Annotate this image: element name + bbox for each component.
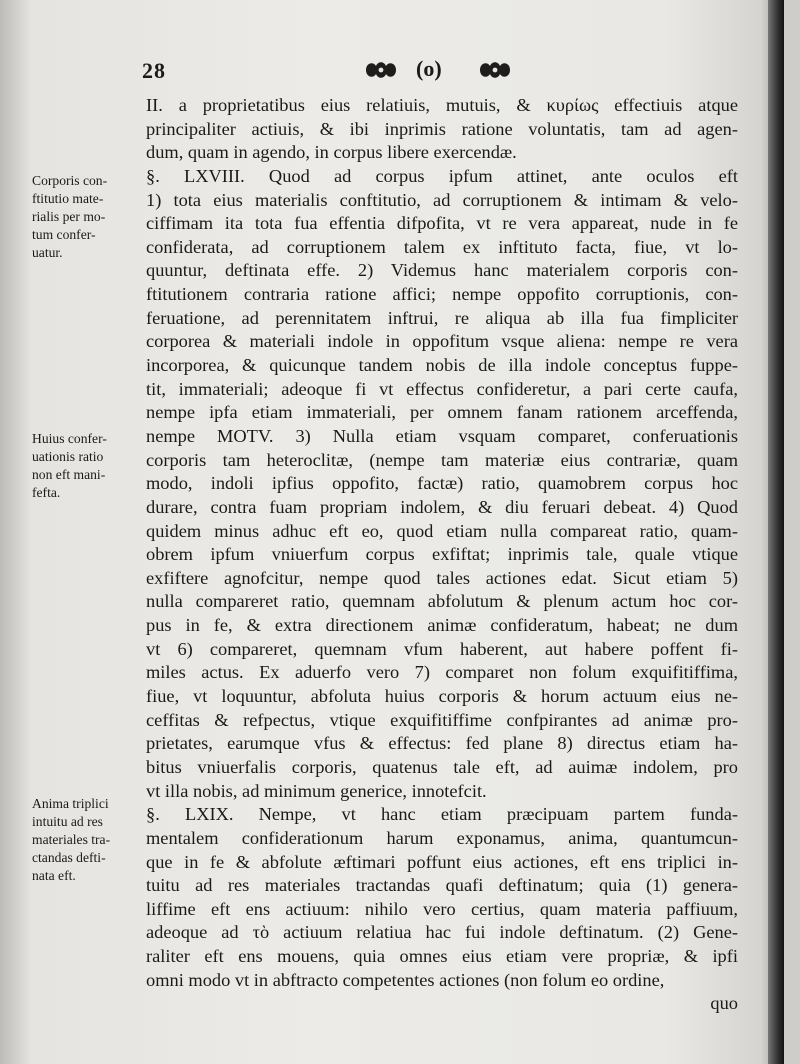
- text-line: ftitutionem contraria ratione affici; nempe oppofito corruptionis, con-: [146, 284, 738, 305]
- text-line: adeoque ad τὸ actiuum relatiua hac fui indole deftinatum. (2) Gene-: [146, 922, 738, 943]
- text-line: corporis tam heteroclitæ, (nempe tam materiæ eius contrariæ, quam: [146, 449, 738, 470]
- margin-note-line: ctandas defti-: [32, 850, 106, 865]
- text-line: obrem ipfum vniuerfum corpus exfiftat; inprimis tale, quale vtique: [146, 544, 738, 565]
- text-line: quo: [710, 993, 738, 1014]
- text-line: tuitu ad res materiales tractandas quafi deftinatum; quia (1) genera-: [146, 875, 738, 896]
- text-line: confiderata, ad corruptionem talem ex inftituto facta, fiue, vt lo-: [146, 236, 738, 257]
- text-line: pus in fe, & extra directionem animæ confideratum, habeat; ne dum: [146, 615, 738, 636]
- text-line: 1) tota eius materialis conftitutio, ad corruptionem & intimam & velo-: [146, 189, 738, 210]
- margin-note: [32, 172, 144, 262]
- text-line: modo, indoli ipfius oppofito, factæ) ratio, quamobrem corpus hoc: [146, 473, 738, 494]
- text-line: exfiftere agnofcitur, nempe quod tales actiones edat. Sicut etiam 5): [146, 567, 738, 588]
- margin-note: [32, 795, 144, 885]
- ornament-right-icon: [478, 60, 512, 80]
- running-header: [138, 52, 738, 82]
- text-line: ceffitas & refpectus, vtique exquifitiffime confpirantes ad animæ pro-: [146, 709, 738, 730]
- text-line: tit, immateriali; adeoque fi vt effectus confideretur, a pari certe caufa,: [146, 378, 738, 399]
- margin-note-line: intuitu ad res: [32, 814, 103, 829]
- text-line: ciffimam ita tota fua effentia difpofita, vt re vera appareat, nude in fe: [146, 213, 738, 234]
- text-line: nempe ipfa etiam immateriali, per omnem fanam rationem arceffenda,: [146, 402, 738, 423]
- body-text: [146, 94, 738, 1016]
- margin-note: [32, 430, 144, 502]
- margin-note-line: uatur.: [32, 245, 63, 260]
- text-line: principaliter actiuis, & ibi inprimis ratione voluntatis, tam ad agen-: [146, 118, 738, 139]
- text-line: que in fe & abfolute æftimari poffunt eius actiones, eft ens triplici in-: [146, 851, 738, 872]
- margin-note-line: uationis ratio: [32, 449, 104, 464]
- text-line: mentalem confiderationum harum exponamus, anima, quantumcun-: [146, 827, 738, 848]
- header-mark: (o): [416, 56, 442, 81]
- text-line: quidem minus adhuc eft eo, quod etiam nulla compareat ratio, quam-: [146, 520, 738, 541]
- text-line: nempe MOTV. 3) Nulla etiam vsquam comparet, conferuationis: [146, 425, 738, 446]
- margin-note-line: tum confer-: [32, 227, 96, 242]
- text-line: feruatione, ad perennitatem inftrui, re aliqua ab illa fua fimpliciter: [146, 307, 738, 328]
- margin-note-line: non eft mani-: [32, 467, 106, 482]
- text-line: vt 6) compareret, quemnam vfum haberent, aut habere poffent fi-: [146, 638, 738, 659]
- text-line: prietates, earumque vfus & effectus: fed plane 8) directus etiam ha-: [146, 733, 738, 754]
- margin-note-line: ftitutio mate-: [32, 191, 104, 206]
- text-line: bitus vniuerfalis corporis, quatenus tale eft, ad auimæ indolem, pro: [146, 756, 738, 777]
- text-line: II. a proprietatibus eius relatiuis, mutuis, & κυρίως effectiuis atque: [146, 95, 738, 115]
- page-edge-shadow: [768, 0, 784, 1064]
- margin-note-line: materiales tra-: [32, 832, 111, 847]
- ornament-left-icon: [364, 60, 398, 80]
- page-number: 28: [142, 58, 166, 83]
- margin-note-line: Anima triplici: [32, 796, 109, 811]
- text-line: incorporea, & quicunque tandem nobis de illa indole conceptus fuppe-: [146, 355, 738, 376]
- text-line: omni modo vt in abftracto competentes actiones (non folum eo ordine,: [146, 969, 665, 990]
- margin-note-line: rialis per mo-: [32, 209, 106, 224]
- margin-note-line: Corporis con-: [32, 173, 108, 188]
- text-line: dum, quam in agendo, in corpus libere exercendæ.: [146, 142, 517, 163]
- text-line: corporea & materiali indole in oppofitum vsque aliena: nempe re vera: [146, 331, 738, 352]
- text-line: miles actus. Ex aduerfo vero 7) comparet non folum exquifitiffima,: [146, 662, 738, 683]
- text-line: liffime eft ens actiuum: nihilo vero certius, quam materia paffiuum,: [146, 898, 738, 919]
- text-line: raliter eft ens mouens, quia omnes eius etiam vere propriæ, & ipfi: [146, 946, 738, 967]
- text-line: nulla compareret ratio, quemnam abfolutum & plenum actum hoc cor-: [146, 591, 738, 612]
- text-line: §. LXIX. Nempe, vt hanc etiam præcipuam partem funda-: [146, 804, 738, 825]
- margin-note-line: fefta.: [32, 485, 61, 500]
- margin-note-line: Huius confer-: [32, 431, 107, 446]
- text-line: quuntur, deftinata effe. 2) Videmus hanc materialem corporis con-: [146, 260, 738, 281]
- text-line: §. LXVIII. Quod ad corpus ipfum attinet, ante oculos eft: [146, 165, 738, 186]
- margin-note-line: nata eft.: [32, 868, 76, 883]
- text-line: fiue, vt loquuntur, abfoluta huius corporis & horum actuum eius ne-: [146, 686, 738, 707]
- text-line: durare, contra fuam propriam indolem, & diu feruari debeat. 4) Quod: [146, 496, 738, 517]
- text-line: vt illa nobis, ad minimum generice, innotefcit.: [146, 780, 487, 801]
